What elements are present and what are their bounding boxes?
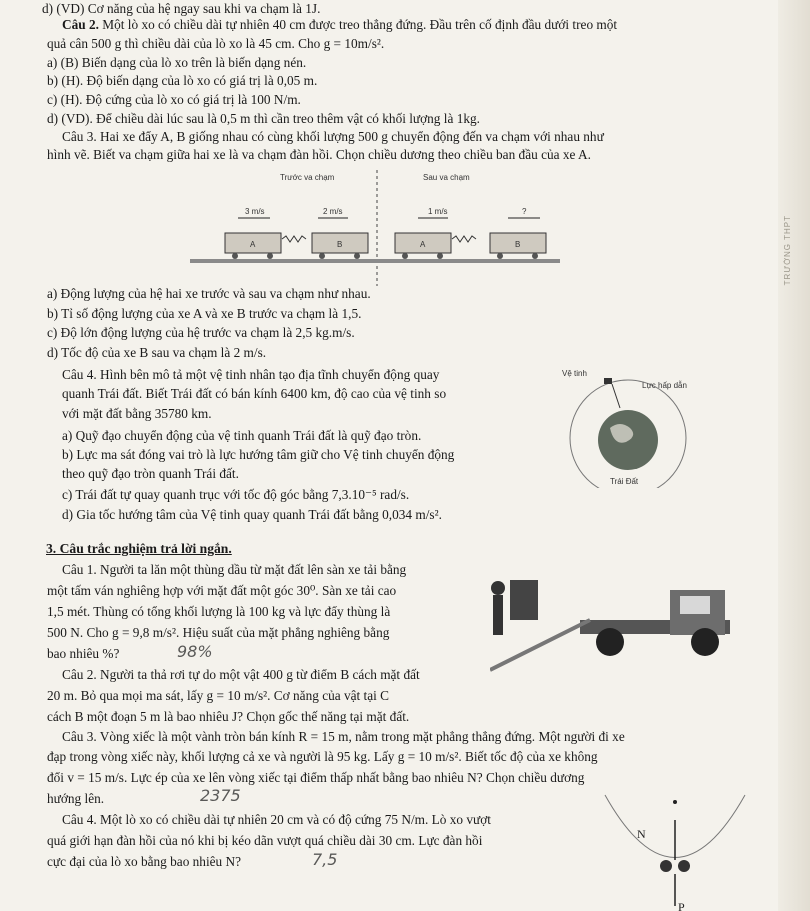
s3-q1-line4: 500 N. Cho g = 9,8 m/s². Hiệu suất của mặt phẳng nghiêng bằng — [47, 625, 390, 640]
cart-a-before-label: A — [250, 240, 256, 249]
q2-option-a: a) (B) Biến dạng của lò xo trên là biến dạng nén. — [47, 55, 307, 70]
v-b-before: 2 m/s — [323, 207, 343, 216]
weight-label: P — [678, 900, 685, 911]
oil-barrel — [510, 580, 538, 620]
loop-figure — [600, 790, 750, 911]
satellite-figure — [550, 368, 710, 488]
track — [190, 259, 560, 263]
truck-wheel-rear — [596, 628, 624, 656]
q4-option-c: c) Trái đất tự quay quanh trục với tốc độ góc bằng 7,3.10⁻⁵ rad/s. — [62, 487, 410, 502]
truck-wheel-front — [691, 628, 719, 656]
worker-body — [493, 595, 503, 635]
s3-q1-line2: một tấm ván nghiêng hợp với mặt đất một góc 30⁰. Sàn xe tải cao — [47, 583, 397, 598]
section3-title: 3. Câu trắc nghiệm trả lời ngắn. — [46, 541, 232, 556]
q2-stem-1 — [62, 17, 617, 32]
s3-q3-line2: đạp trong vòng xiếc này, khối lượng cả xe và người là 95 kg. Lấy g = 10 m/s². Biết tốc độ của xe không — [47, 749, 598, 764]
q2-option-c: c) (H). Độ cứng của lò xo có giá trị là 100 N/m. — [47, 92, 301, 107]
q3-option-d: d) Tốc độ của xe B sau va chạm là 2 m/s. — [47, 345, 267, 360]
handwritten-answer-1: 98% — [177, 642, 213, 661]
q2-option-b: b) (H). Độ biến dạng của lò xo có giá trị là 0,05 m. — [47, 73, 318, 88]
s3-q3-line4: hướng lên. — [47, 791, 105, 806]
q3-stem-1: Câu 3. Hai xe đẩy A, B giống nhau có cùng khối lượng 500 g chuyển động đến va chạm với nhau như — [62, 129, 604, 144]
v-a-after: 1 m/s — [428, 207, 448, 216]
collision-figure — [190, 166, 560, 286]
s3-q1-line5: bao nhiêu %? — [47, 646, 120, 661]
s3-q3-line3: đổi v = 15 m/s. Lực ép của xe lên vòng xiếc tại điểm thấp nhất bằng bao nhiêu N? Chọn chiều dương — [47, 770, 585, 785]
s3-q2-line2: 20 m. Bỏ qua mọi ma sát, lấy g = 10 m/s². Cơ năng của vật tại C — [47, 688, 390, 703]
loop-center — [673, 800, 677, 804]
satellite-label: Vệ tinh — [562, 369, 587, 378]
s3-q4-line3: cực đại của lò xo bằng bao nhiêu N? — [47, 854, 242, 869]
spring-after — [452, 236, 476, 242]
q2-option-d: d) (VD). Để chiều dài lúc sau là 0,5 m thì cần treo thêm vật có khối lượng là 1kg. — [47, 111, 480, 126]
truck-window — [680, 596, 710, 614]
binding-text: TRƯỜNG THPT — [783, 215, 792, 286]
q3-option-a: a) Động lượng của hệ hai xe trước và sau va chạm như nhau. — [47, 286, 371, 301]
q4-stem-2: quanh Trái đất. Biết Trái đất có bán kính 6400 km, độ cao của vệ tinh so — [62, 386, 447, 401]
q4-option-b-2: theo quỹ đạo tròn quanh Trái đất. — [62, 466, 239, 481]
spring-before — [282, 236, 306, 242]
page-binding-edge — [778, 0, 810, 911]
q2-title: Câu 2. — [62, 17, 99, 32]
q3-option-b: b) Tỉ số động lượng của xe A và xe B trước va chạm là 1,5. — [47, 306, 362, 321]
q2-stem-rest: Một lò xo có chiều dài tự nhiên 40 cm được treo thẳng đứng. Đầu trên cố định đầu dưới treo một — [102, 17, 618, 32]
wheels — [232, 253, 538, 259]
bike-wheel-2 — [678, 860, 690, 872]
bike-wheel-1 — [660, 860, 672, 872]
satellite-icon — [604, 378, 612, 384]
s3-q4-line2: quá giới hạn đàn hồi của nó khi bị kéo dãn vượt quá chiều dài 30 cm. Lực đàn hồi — [47, 833, 483, 848]
q4-option-b-1: b) Lực ma sát đóng vai trò là lực hướng tâm giữ cho Vệ tinh chuyển động — [62, 447, 455, 462]
before-label: Trước va chạm — [280, 173, 335, 182]
handwritten-answer-4: 7,5 — [312, 850, 338, 869]
s3-q1-line1: Câu 1. Người ta lăn một thùng dầu từ mặt đất lên sàn xe tải bằng — [62, 562, 407, 577]
s3-q4-line1: Câu 4. Một lò xo có chiều dài tự nhiên 20 cm và có độ cứng 75 N/m. Lò xo vượt — [62, 812, 491, 827]
q4-stem-1: Câu 4. Hình bên mô tả một vệ tinh nhân tạo địa tĩnh chuyển động quay — [62, 367, 440, 382]
cart-b-before-label: B — [337, 240, 343, 249]
earth-label: Trái Đất — [610, 477, 639, 486]
q2-stem-2: quả cân 500 g thì chiều dài của lò xo là 45 cm. Cho g = 10m/s². — [47, 36, 385, 51]
worker-head — [491, 581, 505, 595]
ramp — [490, 620, 590, 670]
s3-q1-line3: 1,5 mét. Thùng có tổng khối lượng là 100 kg và lực đẩy thùng là — [47, 604, 391, 619]
q4-option-a: a) Quỹ đạo chuyển động của vệ tinh quanh Trái đất là quỹ đạo tròn. — [62, 428, 422, 443]
q3-option-c: c) Độ lớn động lượng của hệ trước va chạm là 2,5 kg.m/s. — [47, 325, 355, 340]
s3-q2-line3: cách B một đoạn 5 m là bao nhiêu J? Chọn gốc thế năng tại mặt đất. — [47, 709, 410, 724]
v-b-after: ? — [522, 207, 527, 216]
normal-label: N — [637, 827, 646, 841]
v-a-before: 3 m/s — [245, 207, 265, 216]
truck-figure — [490, 560, 760, 690]
s3-q2-line1: Câu 2. Người ta thả rơi tự do một vật 400 g từ điểm B cách mặt đất — [62, 667, 420, 682]
cart-a-after-label: A — [420, 240, 426, 249]
force-label: Lực hấp dẫn — [642, 381, 687, 390]
q1d-line: d) (VD) Cơ năng của hệ ngay sau khi va chạm là 1J. — [42, 1, 321, 16]
s3-q3-line1: Câu 3. Vòng xiếc là một vành tròn bán kính R = 15 m, nằm trong mặt phẳng thẳng đứng. Một người đi xe — [62, 729, 625, 744]
gravity-arrow — [612, 384, 620, 408]
handwritten-answer-3: 2375 — [200, 786, 241, 805]
cart-b-after-label: B — [515, 240, 521, 249]
q4-stem-3: với mặt đất bằng 35780 km. — [62, 406, 212, 421]
after-label: Sau va chạm — [423, 173, 470, 182]
q3-stem-2: hình vẽ. Biết va chạm giữa hai xe là va chạm đàn hồi. Chọn chiều dương theo chiều ban đầu của xe A. — [47, 147, 591, 162]
q4-option-d: d) Gia tốc hướng tâm của Vệ tinh quay quanh Trái đất bằng 0,034 m/s². — [62, 507, 442, 522]
